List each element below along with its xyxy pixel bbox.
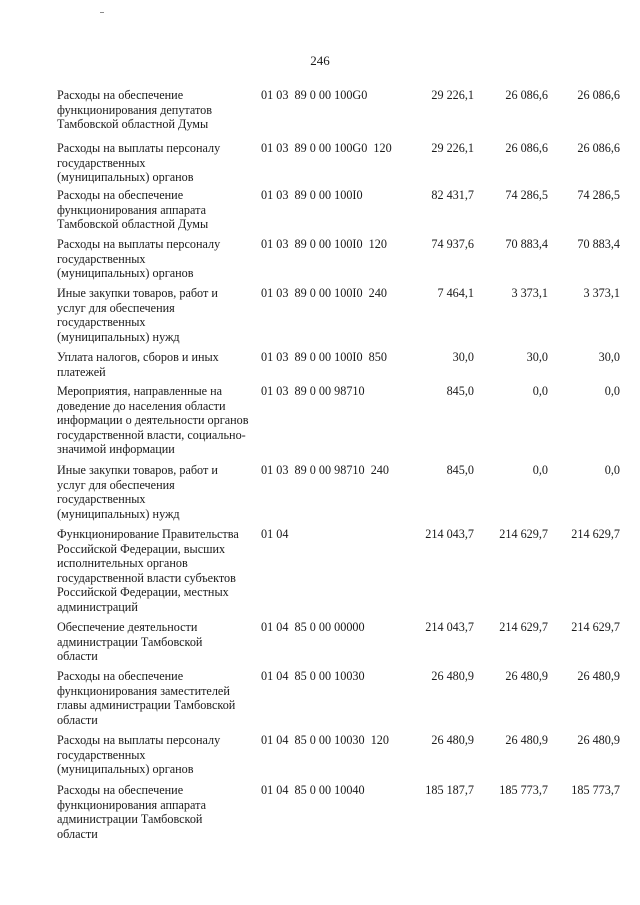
row-value-3: 26 086,6 bbox=[577, 88, 620, 102]
row-value-1: 185 187,7 bbox=[425, 783, 474, 797]
row-value-2: 26 086,6 bbox=[505, 88, 548, 102]
row-description: Иные закупки товаров, работ и услуг для обеспечения государственных (муниципальных) нужд bbox=[57, 286, 218, 344]
row-code: 01 03 89 0 00 100G0 bbox=[261, 88, 368, 102]
row-value-3: 70 883,4 bbox=[577, 237, 620, 251]
row-code: 01 04 85 0 00 00000 bbox=[261, 620, 365, 634]
row-code: 01 04 bbox=[261, 527, 289, 541]
row-value-3: 26 086,6 bbox=[577, 141, 620, 155]
row-value-1: 29 226,1 bbox=[431, 141, 474, 155]
row-description: Иные закупки товаров, работ и услуг для обеспечения государственных (муниципальных) нужд bbox=[57, 463, 218, 521]
row-description: Функционирование Правительства Российской Федерации, высших исполнительных органов государственной власти субъектов Российской Федерации, местных администраций bbox=[57, 527, 239, 614]
row-value-2: 3 373,1 bbox=[511, 286, 548, 300]
scan-mark bbox=[100, 12, 104, 13]
row-value-1: 7 464,1 bbox=[437, 286, 474, 300]
row-value-3: 3 373,1 bbox=[583, 286, 620, 300]
row-value-3: 185 773,7 bbox=[571, 783, 620, 797]
row-code: 01 03 89 0 00 100I0 850 bbox=[261, 350, 387, 364]
row-code: 01 04 85 0 00 10030 120 bbox=[261, 733, 389, 747]
row-value-2: 214 629,7 bbox=[499, 620, 548, 634]
row-value-3: 30,0 bbox=[598, 350, 620, 364]
row-code: 01 03 89 0 00 100I0 120 bbox=[261, 237, 387, 251]
row-value-2: 26 480,9 bbox=[505, 733, 548, 747]
row-value-1: 214 043,7 bbox=[425, 527, 474, 541]
row-value-1: 29 226,1 bbox=[431, 88, 474, 102]
row-code: 01 03 89 0 00 100G0 120 bbox=[261, 141, 392, 155]
row-value-2: 214 629,7 bbox=[499, 527, 548, 541]
row-value-1: 26 480,9 bbox=[431, 733, 474, 747]
row-value-2: 26 480,9 bbox=[505, 669, 548, 683]
row-value-1: 214 043,7 bbox=[425, 620, 474, 634]
row-code: 01 03 89 0 00 98710 240 bbox=[261, 463, 389, 477]
row-value-3: 214 629,7 bbox=[571, 620, 620, 634]
row-value-2: 30,0 bbox=[526, 350, 548, 364]
row-value-2: 0,0 bbox=[532, 384, 548, 398]
row-value-2: 185 773,7 bbox=[499, 783, 548, 797]
row-value-2: 0,0 bbox=[532, 463, 548, 477]
row-description: Расходы на обеспечение функционирования аппарата Тамбовской областной Думы bbox=[57, 188, 209, 231]
row-value-1: 30,0 bbox=[452, 350, 474, 364]
row-code: 01 03 89 0 00 98710 bbox=[261, 384, 365, 398]
row-code: 01 04 85 0 00 10040 bbox=[261, 783, 365, 797]
row-description: Уплата налогов, сборов и иных платежей bbox=[57, 350, 219, 379]
row-code: 01 03 89 0 00 100I0 240 bbox=[261, 286, 387, 300]
row-description: Обеспечение деятельности администрации Тамбовской области bbox=[57, 620, 203, 663]
row-value-3: 74 286,5 bbox=[577, 188, 620, 202]
row-value-1: 82 431,7 bbox=[431, 188, 474, 202]
row-value-3: 26 480,9 bbox=[577, 669, 620, 683]
row-value-2: 74 286,5 bbox=[505, 188, 548, 202]
row-value-3: 0,0 bbox=[604, 384, 620, 398]
row-value-3: 0,0 bbox=[604, 463, 620, 477]
row-value-1: 26 480,9 bbox=[431, 669, 474, 683]
row-code: 01 03 89 0 00 100I0 bbox=[261, 188, 363, 202]
row-value-3: 26 480,9 bbox=[577, 733, 620, 747]
row-value-1: 845,0 bbox=[446, 463, 474, 477]
row-value-1: 74 937,6 bbox=[431, 237, 474, 251]
row-description: Расходы на обеспечение функционирования заместителей главы администрации Тамбовской области bbox=[57, 669, 236, 727]
row-value-3: 214 629,7 bbox=[571, 527, 620, 541]
row-description: Расходы на выплаты персоналу государственных (муниципальных) органов bbox=[57, 141, 221, 184]
row-description: Расходы на обеспечение функционирования депутатов Тамбовской областной Думы bbox=[57, 88, 213, 131]
row-value-1: 845,0 bbox=[446, 384, 474, 398]
row-value-2: 26 086,6 bbox=[505, 141, 548, 155]
row-description: Мероприятия, направленные на доведение до населения области информации о деятельности органов государственной власти, социально-значимой информации bbox=[57, 384, 249, 456]
row-code: 01 04 85 0 00 10030 bbox=[261, 669, 365, 683]
row-description: Расходы на выплаты персоналу государственных (муниципальных) органов bbox=[57, 733, 221, 776]
row-value-2: 70 883,4 bbox=[505, 237, 548, 251]
page-number: 246 bbox=[310, 53, 330, 68]
row-description: Расходы на выплаты персоналу государственных (муниципальных) органов bbox=[57, 237, 221, 280]
row-description: Расходы на обеспечение функционирования аппарата администрации Тамбовской области bbox=[57, 783, 206, 841]
